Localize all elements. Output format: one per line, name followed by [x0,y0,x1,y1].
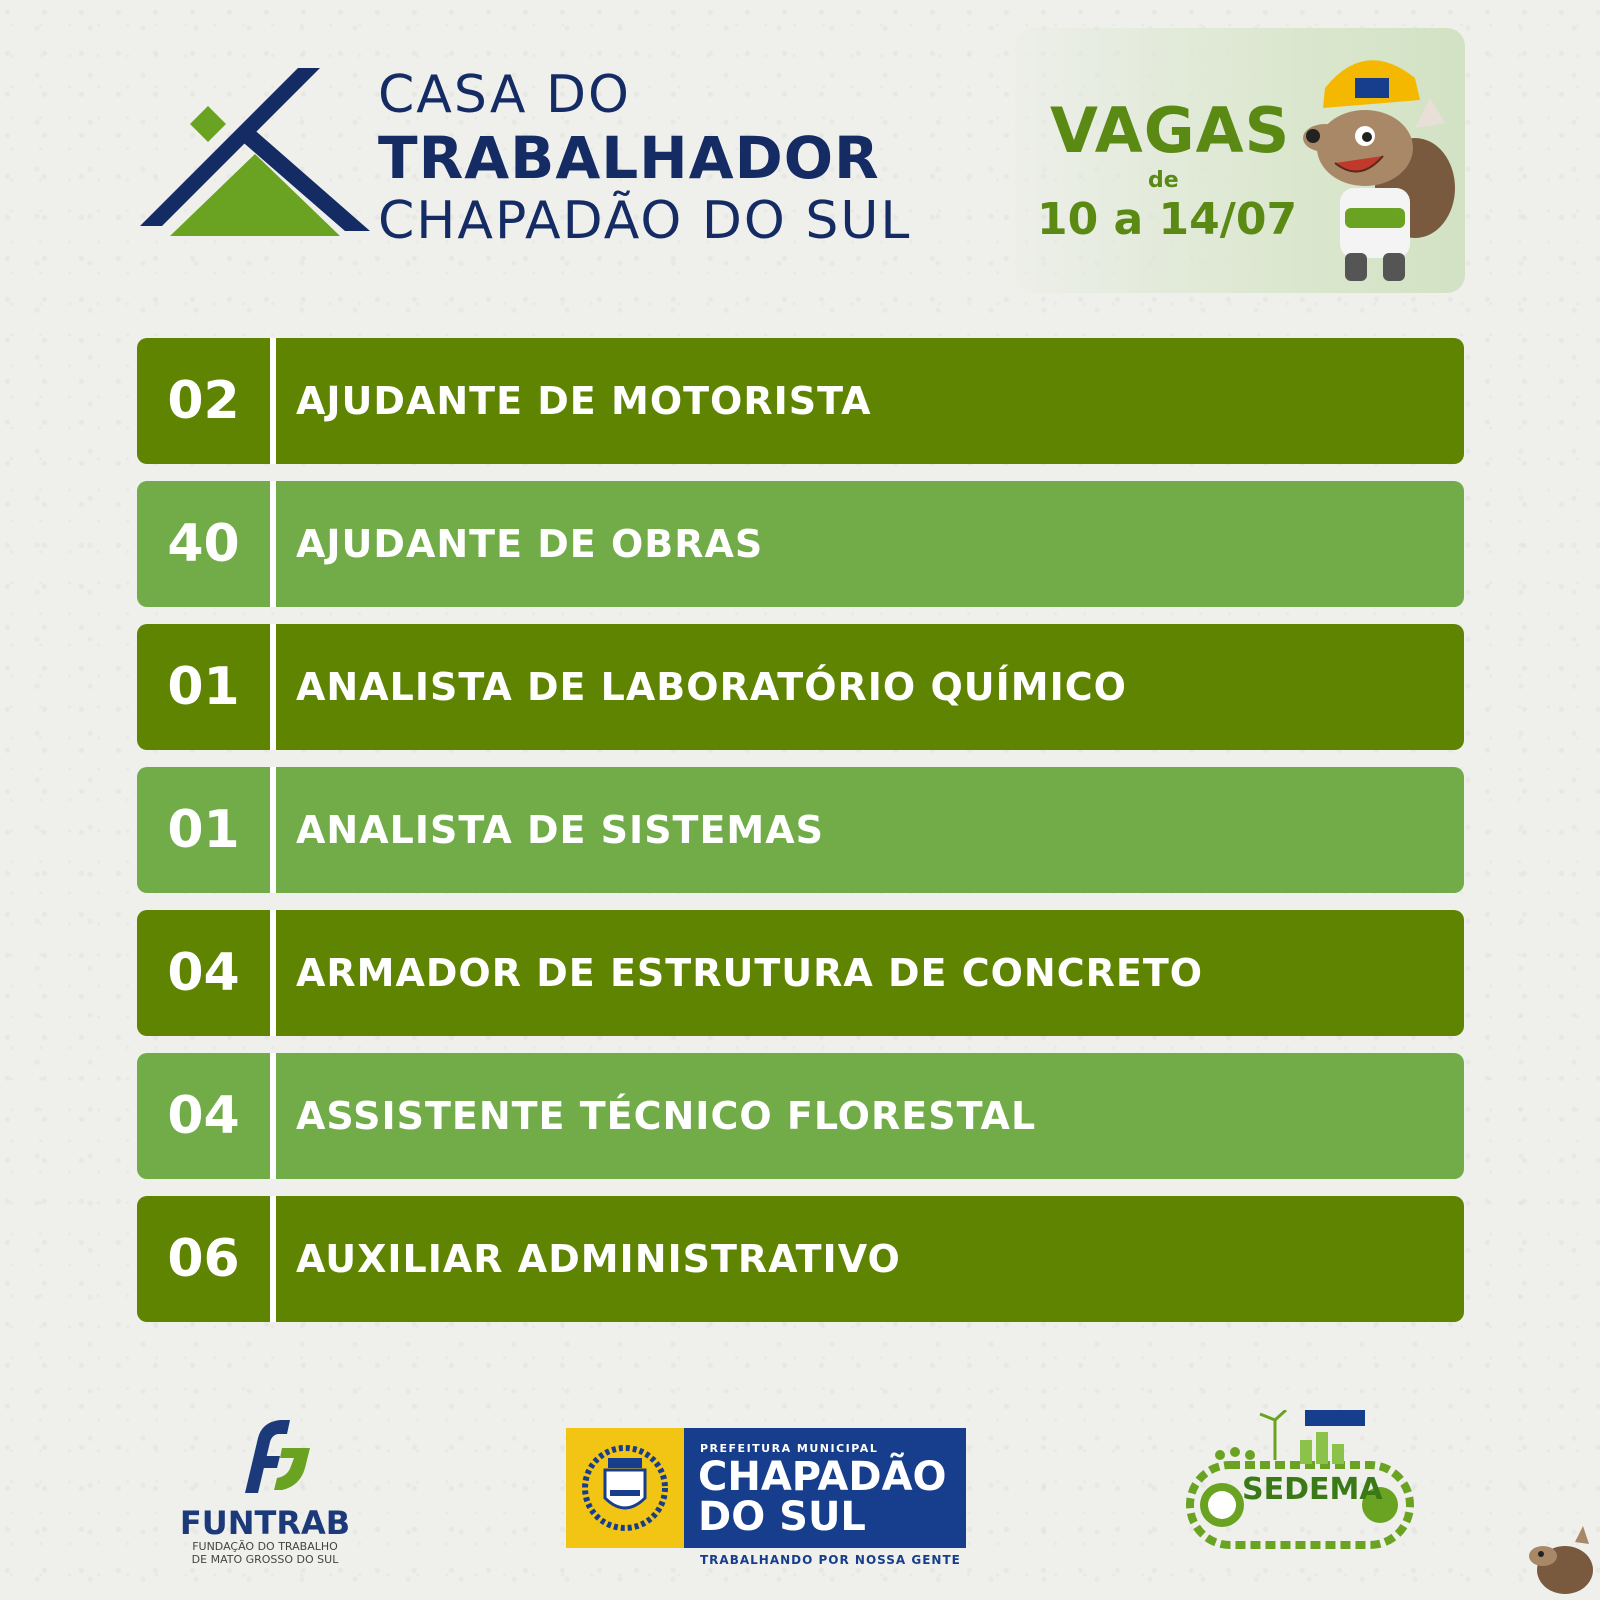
job-count: 02 [167,371,240,431]
prefeitura-tagline: TRABALHANDO POR NOSSA GENTE [700,1553,961,1567]
job-count: 04 [167,943,240,1003]
armadillo-mascot-icon [1295,38,1460,288]
prefeitura-city-line-1: CHAPADÃO [698,1454,947,1500]
job-row [137,910,1464,1036]
job-title: AJUDANTE DE OBRAS [296,522,764,566]
prefeitura-name-block [684,1428,966,1548]
job-title: ANALISTA DE SISTEMAS [296,808,825,852]
job-row [137,338,1464,464]
funtrab-mark-icon [170,1408,360,1500]
job-row [137,1053,1464,1179]
city-crest-icon [580,1440,670,1536]
vagas-title: VAGAS [1050,94,1291,167]
armadillo-corner-icon [1525,1520,1600,1600]
job-count: 04 [167,1086,240,1146]
job-count: 01 [167,800,240,860]
vagas-dates: 10 a 14/07 [1037,194,1298,245]
job-title: ASSISTENTE TÉCNICO FLORESTAL [296,1094,1037,1138]
vagas-de: de [1148,168,1179,193]
job-title: ARMADOR DE ESTRUTURA DE CONCRETO [296,951,1204,995]
prefeitura-logo [566,1428,966,1548]
funtrab-subtitle-line-1: FUNDAÇÃO DO TRABALHO [192,1540,338,1553]
funtrab-name: FUNTRAB [179,1504,351,1542]
casa-do-trabalhador-logo-icon [140,66,370,246]
funtrab-logo [170,1408,360,1568]
prefeitura-crest [566,1428,684,1548]
job-title: AUXILIAR ADMINISTRATIVO [296,1237,901,1281]
job-count: 40 [167,514,240,574]
job-title: AJUDANTE DE MOTORISTA [296,379,872,423]
job-title: ANALISTA DE LABORATÓRIO QUÍMICO [296,665,1127,709]
title-line-1: CASA DO [378,65,631,125]
job-row [137,624,1464,750]
title-line-2: TRABALHADOR [378,124,880,192]
job-count: 01 [167,657,240,717]
funtrab-subtitle [170,1540,360,1566]
funtrab-subtitle-line-2: DE MATO GROSSO DO SUL [191,1553,339,1566]
job-row [137,481,1464,607]
prefeitura-city-line-2: DO SUL [698,1494,866,1540]
casa-do-trabalhador-title [378,64,911,252]
job-row [137,1196,1464,1322]
prefeitura-label: PREFEITURA MUNICIPAL [700,1442,879,1455]
sedema-name: SEDEMA [1242,1472,1383,1507]
title-line-3: CHAPADÃO DO SUL [378,191,912,251]
sedema-logo [1180,1410,1420,1560]
vagas-panel [1015,28,1465,293]
job-count: 06 [167,1229,240,1289]
job-list [137,338,1464,1339]
job-row [137,767,1464,893]
